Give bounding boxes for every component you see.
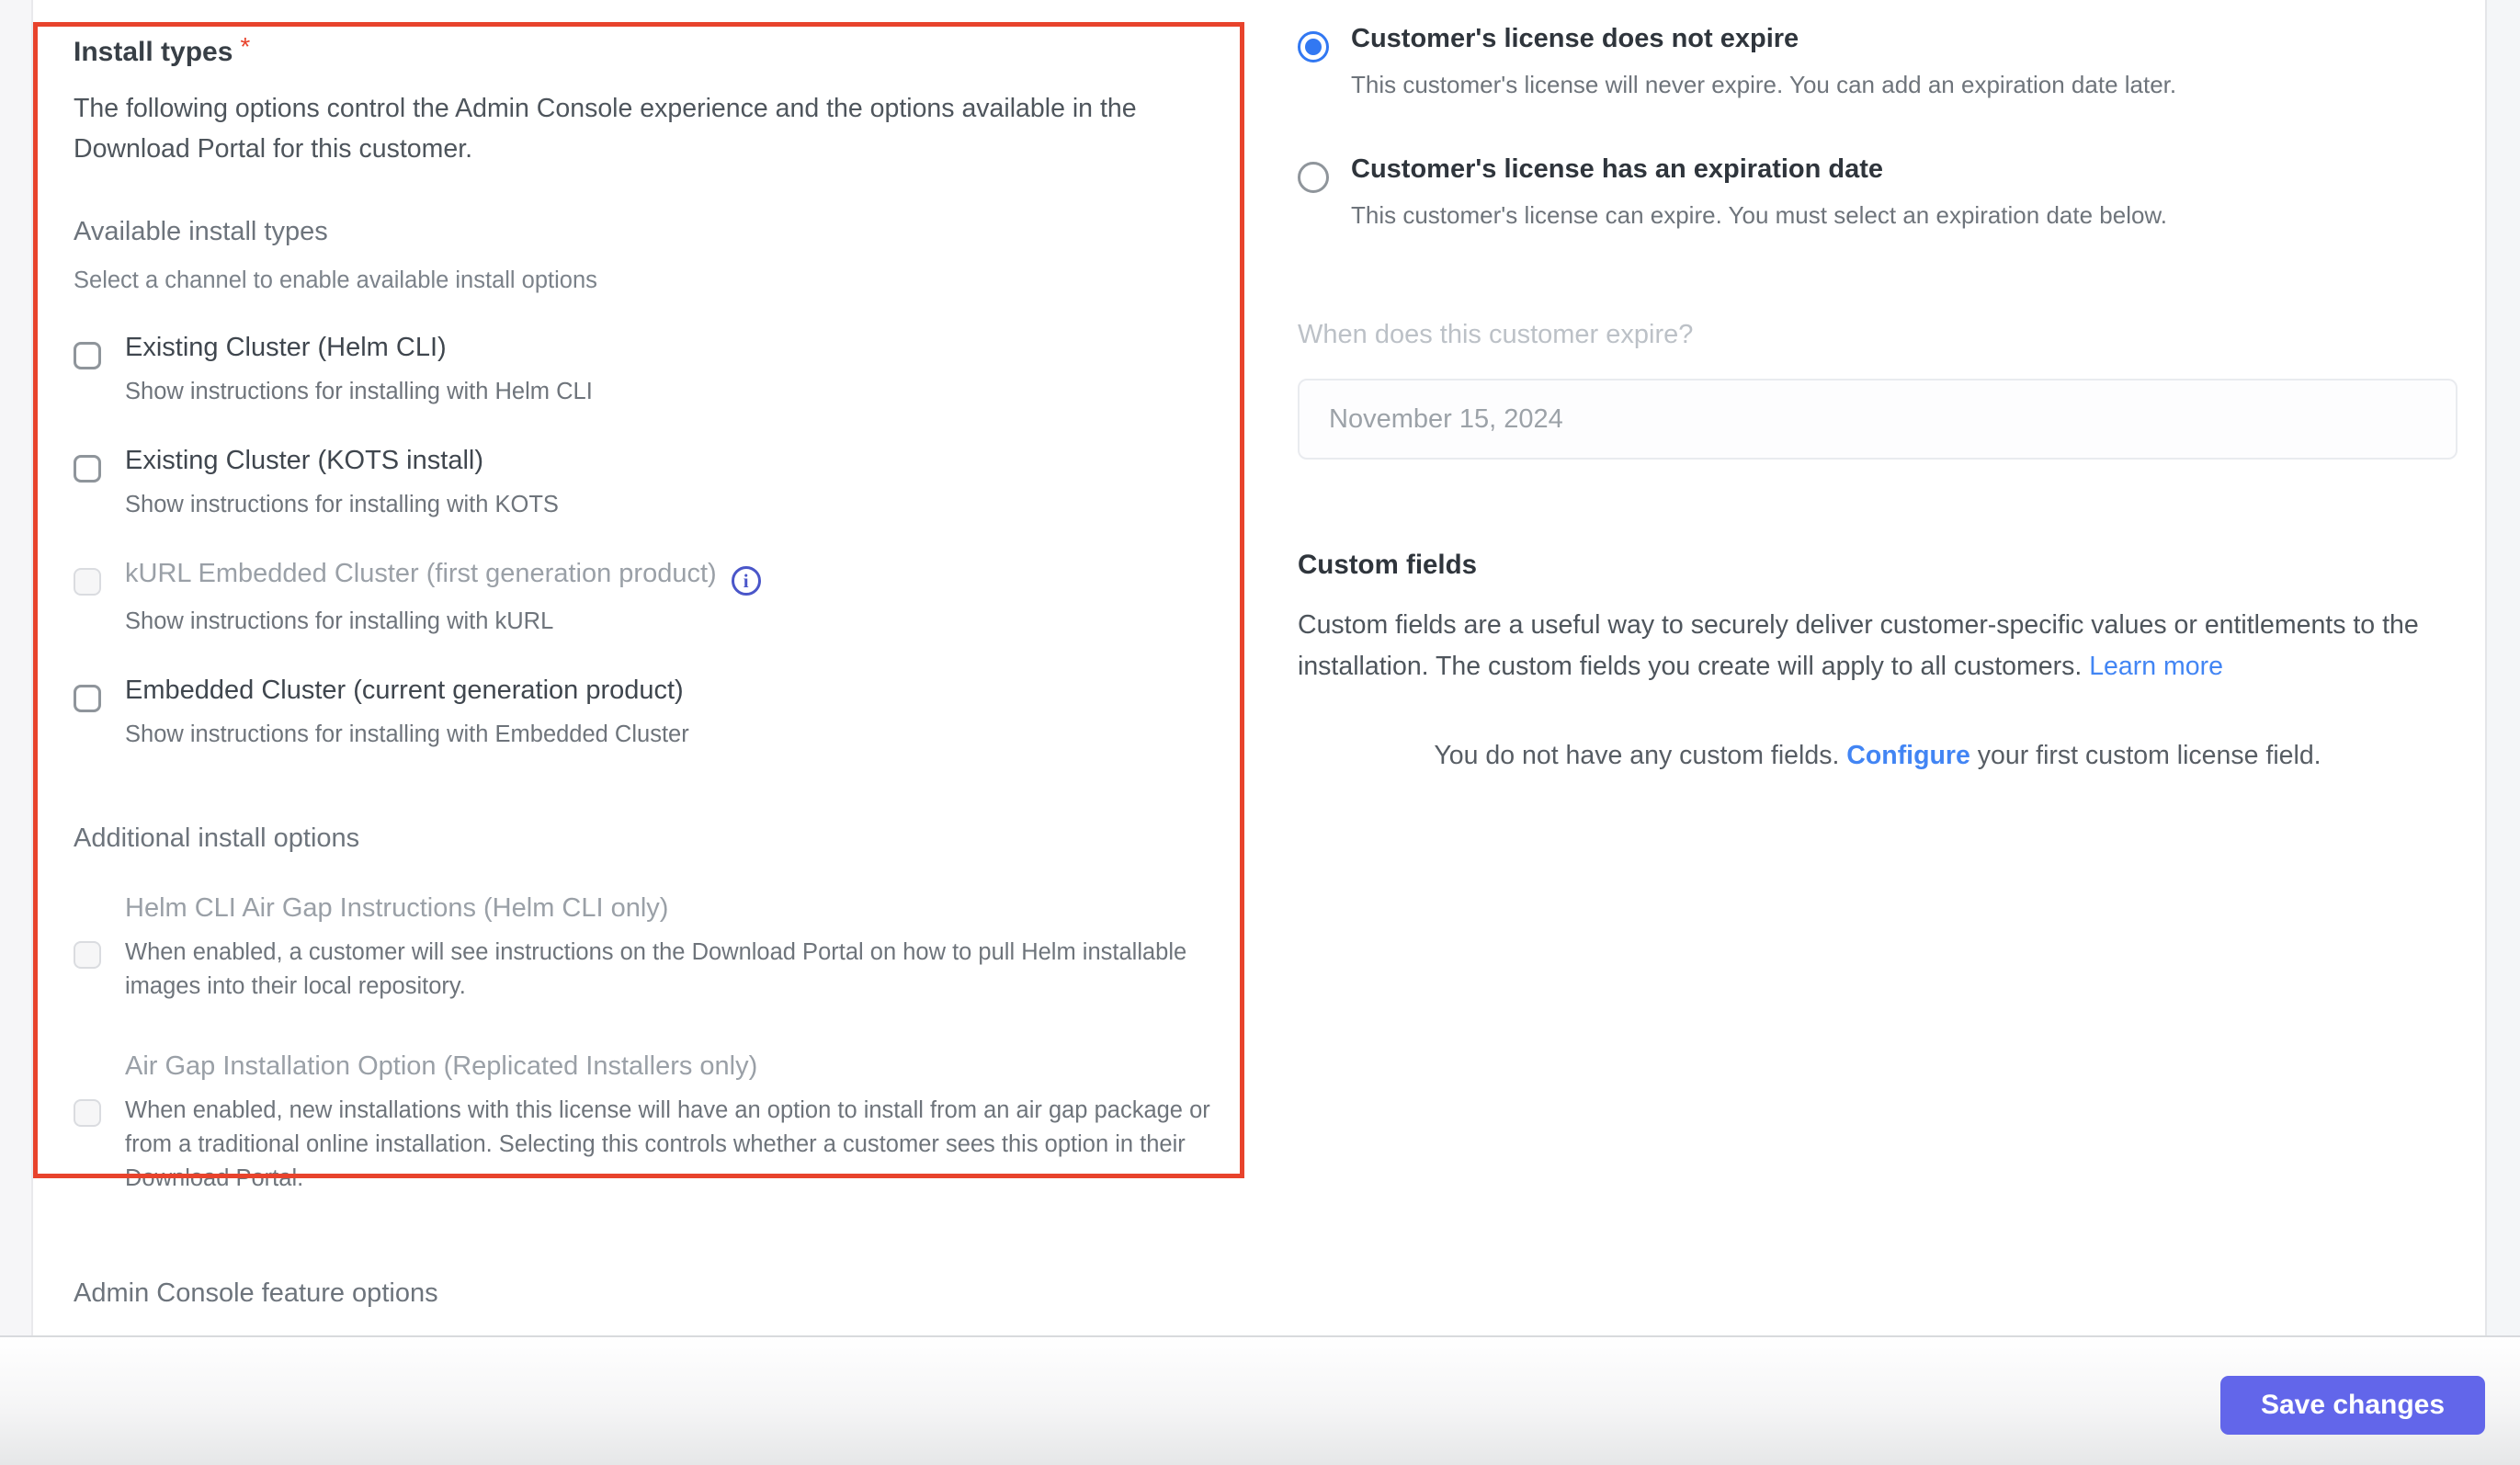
install-option-embedded-cluster [74,672,1209,752]
required-asterisk: * [240,32,251,61]
available-install-types-hint: Select a channel to enable available install options [74,267,597,293]
empty-state-suffix: your first custom license field. [1977,741,2321,770]
license-option-desc: This customer's license can expire. You must select an expiration date below. [1351,201,2167,229]
expiration-date-input [1298,379,2458,460]
install-option-label-text: kURL Embedded Cluster (first generation product) [125,559,717,588]
embedded-cluster-checkbox[interactable] [74,685,101,712]
info-icon[interactable]: i [732,566,761,596]
install-option-label: Existing Cluster (KOTS install) [125,446,483,475]
license-column [1298,0,2465,774]
save-changes-button[interactable]: Save changes [2220,1376,2485,1435]
license-option-label: Customer's license does not expire [1351,24,1799,53]
install-types-heading [74,33,1209,72]
license-option-has-expiration [1298,151,2465,232]
kurl-checkbox [74,568,101,596]
learn-more-link[interactable]: Learn more [2089,652,2223,681]
helm-cli-checkbox[interactable] [74,342,101,369]
right-scrollbar-track[interactable] [2485,0,2520,1335]
custom-fields-description-text: Custom fields are a useful way to securely deliver customer-specific values or entitlements to the installation. The custom fields you create will apply to all customers. [1298,610,2419,681]
has-expiration-radio[interactable] [1298,162,1329,193]
install-option-desc: Show instructions for installing with KOTS [125,492,559,517]
custom-fields-empty-state [1298,737,2458,774]
install-option-label: Existing Cluster (Helm CLI) [125,333,447,362]
empty-state-prefix: You do not have any custom fields. [1434,741,1840,770]
install-option-label: Air Gap Installation Option (Replicated Installers only) [125,1051,758,1081]
install-types-heading-text: Install types [74,37,233,67]
license-option-no-expire [1298,20,2465,101]
no-expire-radio[interactable] [1298,31,1329,62]
airgap-checkbox [74,1099,101,1127]
install-option-desc: When enabled, new installations with this license will have an option to install from an air gap package or from a traditional online installation. Selecting this controls whether a customer sees this option in their Download Portal. [125,1097,1210,1191]
install-option-helm-cli [74,329,1209,409]
admin-console-feature-options-label: Admin Console feature options [74,1278,438,1308]
expire-question-label: When does this customer expire? [1298,320,1694,349]
install-types-column [74,0,1209,1432]
custom-fields-description [1298,605,2465,687]
custom-fields-heading: Custom fields [1298,550,1478,580]
install-option-desc: Show instructions for installing with Embedded Cluster [125,721,689,747]
left-gutter [0,0,33,1335]
helm-airgap-checkbox [74,941,101,969]
install-option-desc: Show instructions for installing with Helm CLI [125,379,593,404]
install-option-label: Embedded Cluster (current generation product) [125,676,684,705]
available-install-types-label: Available install types [74,217,328,246]
install-option-desc: When enabled, a customer will see instructions on the Download Portal on how to pull Helm installable images into their local repository. [125,939,1187,999]
install-option-label: Helm CLI Air Gap Instructions (Helm CLI only) [125,893,669,923]
license-option-label: Customer's license has an expiration date [1351,154,1884,184]
footer-bar [0,1335,2520,1465]
install-option-helm-airgap [74,890,1209,1004]
license-option-desc: This customer's license will never expire. You can add an expiration date later. [1351,71,2177,98]
install-option-label [125,555,761,596]
install-option-kurl [74,555,1209,639]
install-option-kots [74,442,1209,522]
install-option-desc: Show instructions for installing with kURL [125,608,554,634]
install-types-intro: The following options control the Admin Console experience and the options available in the Download Portal for this customer. [74,94,1137,164]
configure-link[interactable]: Configure [1846,741,1970,770]
additional-install-options-label: Additional install options [74,823,360,853]
kots-checkbox[interactable] [74,455,101,483]
install-option-airgap [74,1048,1209,1196]
